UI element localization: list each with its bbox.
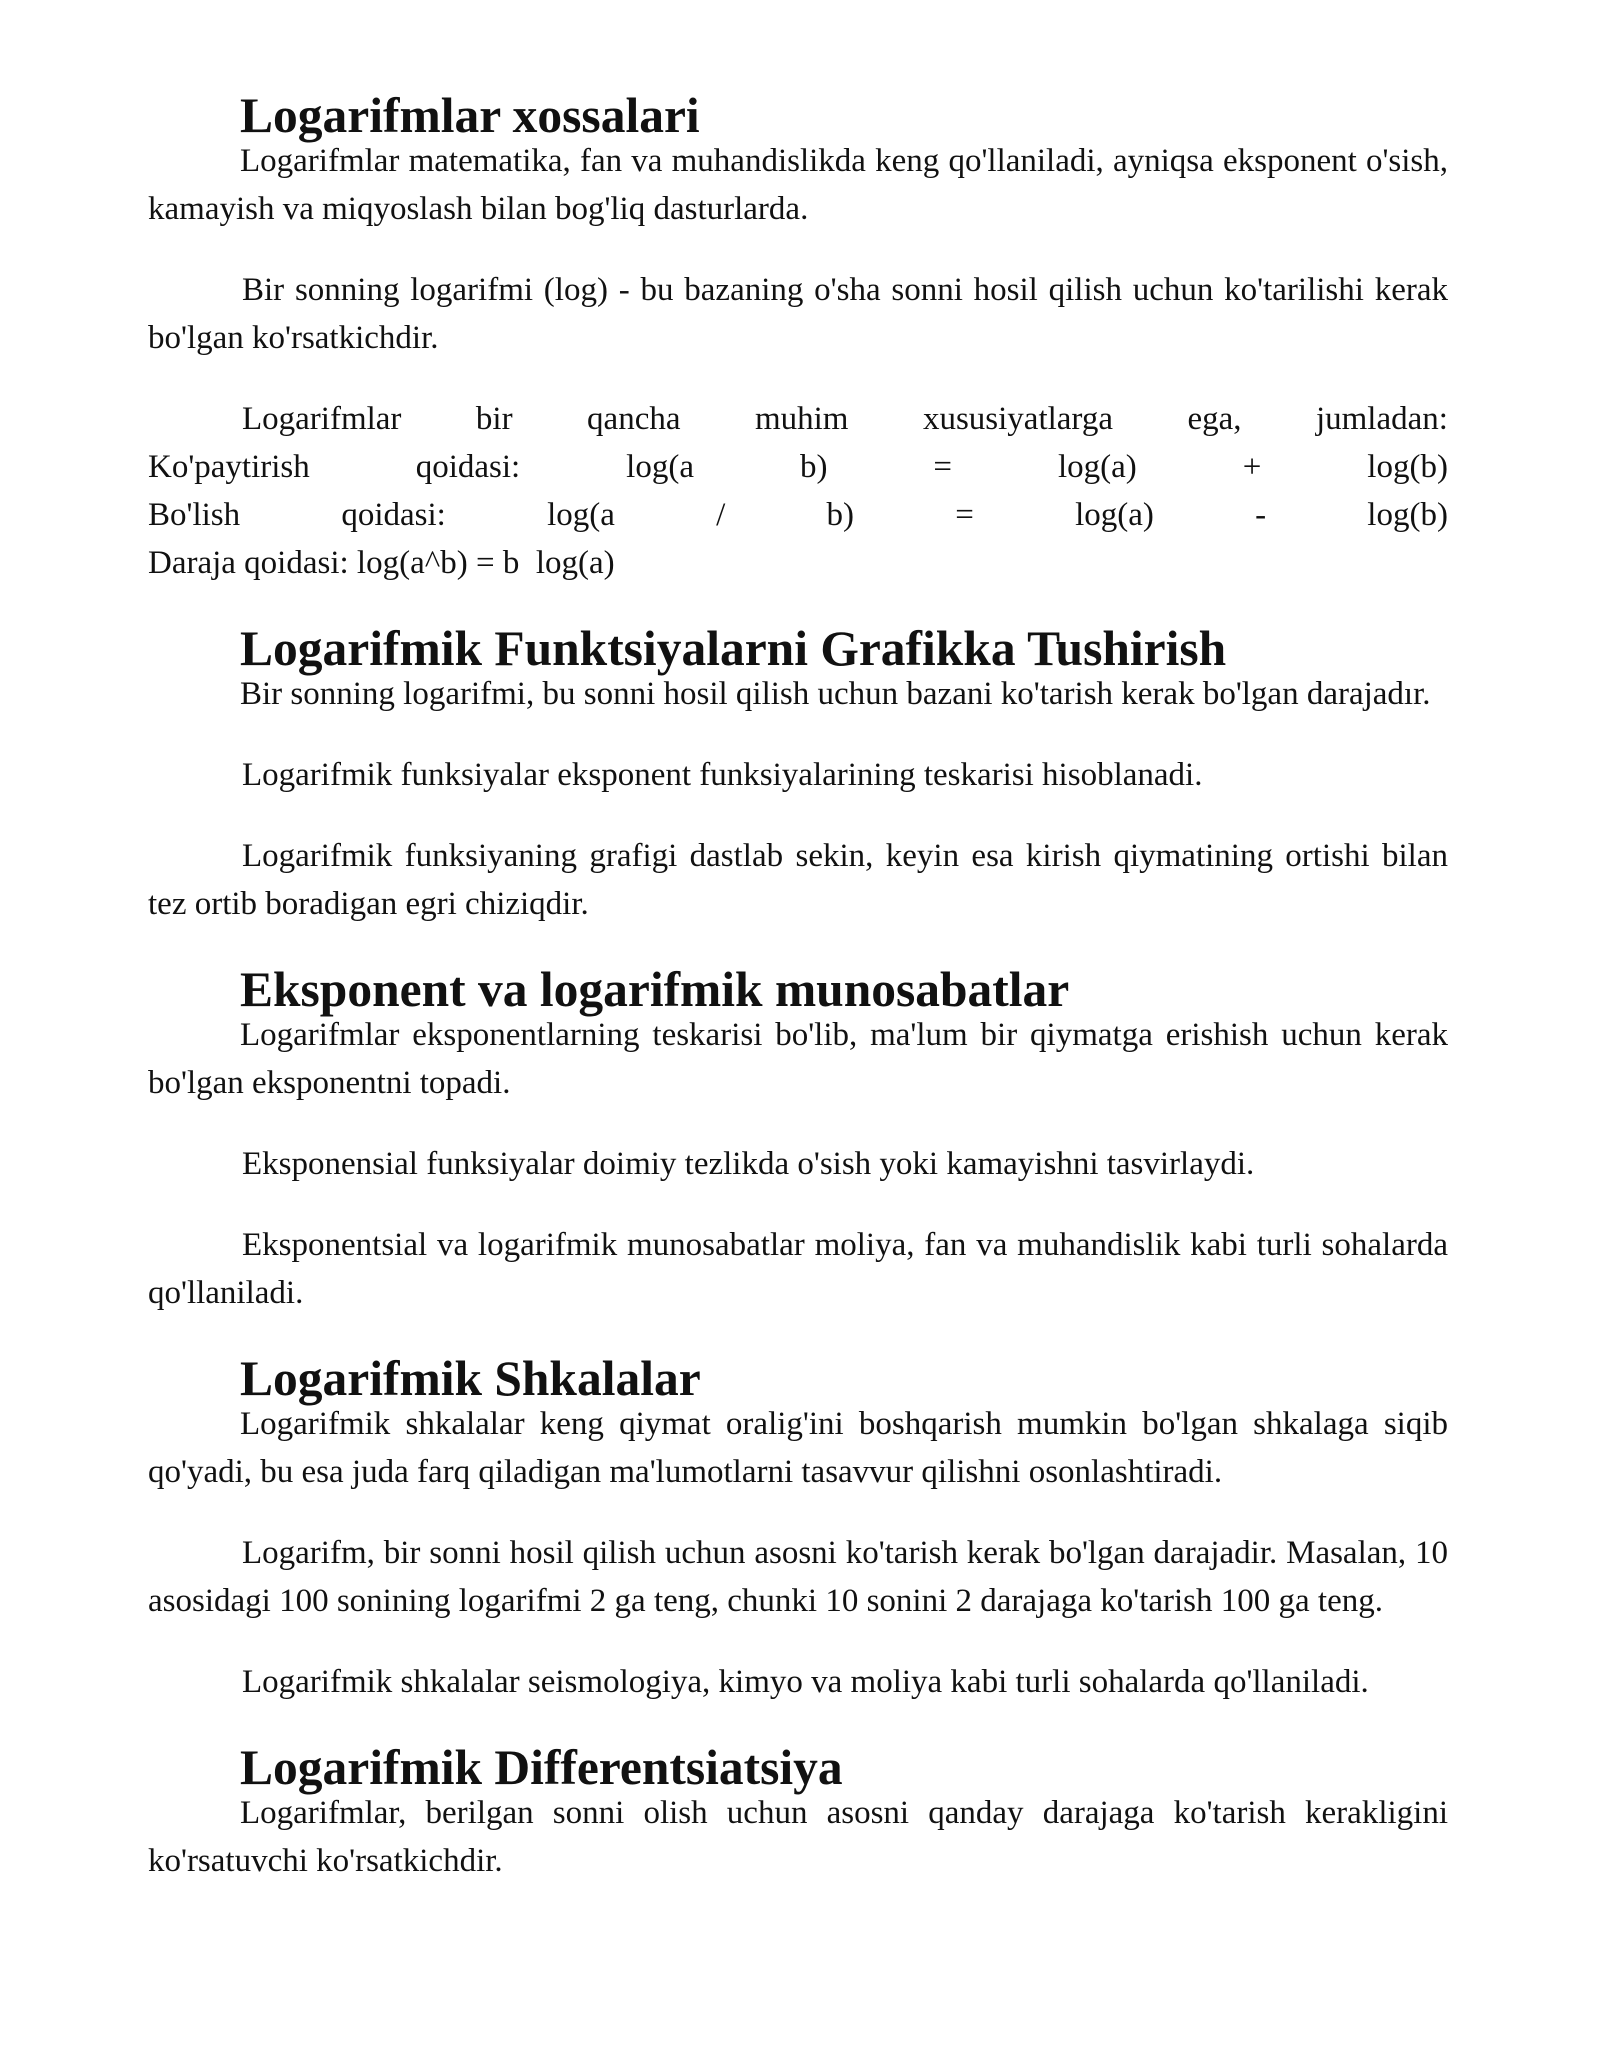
rules-intro-line: Logarifmlar bir qancha muhim xususiyatlarga ega, jumladan: <box>242 401 1448 437</box>
paragraph: Logarifmlar matematika, fan va muhandislikda keng qo'llaniladi, ayniqsa eksponent o'sish, kamayish va miqyoslash bilan bog'liq dasturlarda. <box>148 143 1448 227</box>
section-heading: Logarifmlar xossalari <box>240 88 700 143</box>
section-heading: Logarifmik Shkalalar <box>240 1351 701 1406</box>
section-heading: Logarifmik Funktsiyalarni Grafikka Tushirish <box>240 621 1227 676</box>
paragraph: Eksponentsial va logarifmik munosabatlar moliya, fan va muhandislik kabi turli sohalarda qo'llaniladi. <box>148 1227 1448 1311</box>
section-grafikka-tushirish <box>148 621 1448 961</box>
section-heading: Eksponent va logarifmik munosabatlar <box>240 962 1070 1017</box>
paragraph: Logarifmlar, berilgan sonni olish uchun asosni qanday darajaga ko'tarish kerakligini ko'rsatuvchi ko'rsatkichdir. <box>148 1795 1448 1879</box>
section-logarifmik-differentsiatsiya <box>148 1740 1448 1918</box>
paragraph: Bir sonning logarifmi (log) - bu bazaning o'sha sonni hosil qilish uchun ko'tarilishi kerak bo'lgan ko'rsatkichdir. <box>148 272 1448 356</box>
section-heading: Logarifmik Differentsiatsiya <box>240 1740 843 1795</box>
section-logarifmlar-xossalari <box>148 88 1448 620</box>
quotient-rule: Bo'lish qoidasi: log(a / b) = log(a) - log(b) <box>148 497 1448 533</box>
paragraph: Logarifmlar eksponentlarning teskarisi bo'lib, ma'lum bir qiymatga erishish uchun kerak bo'lgan eksponentni topadi. <box>148 1017 1448 1101</box>
section-logarifmik-shkalalar <box>148 1351 1448 1739</box>
paragraph: Logarifmik funksiyaning grafigi dastlab sekin, keyin esa kirish qiymatining ortishi bilan tez ortib boradigan egri chiziqdir. <box>148 838 1448 922</box>
paragraph: Logarifmik shkalalar keng qiymat oralig'ini boshqarish mumkin bo'lgan shkalaga siqib qo'yadi, bu esa juda farq qiladigan ma'lumotlarni tasavvur qilishni osonlashtiradi. <box>148 1406 1448 1490</box>
paragraph: Logarifmik funksiyalar eksponent funksiyalarining teskarisi hisoblanadi. <box>242 757 1203 793</box>
paragraph: Bir sonning logarifmi, bu sonni hosil qilish uchun bazani ko'tarish kerak bo'lgan darajadır. <box>240 676 1431 712</box>
paragraph: Eksponensial funksiyalar doimiy tezlikda o'sish yoki kamayishni tasvirlaydi. <box>242 1146 1255 1182</box>
logarithm-rules <box>148 395 1448 620</box>
product-rule: Ko'paytirish qoidasi: log(a b) = log(a) + log(b) <box>148 449 1448 485</box>
section-eksponent-munosabatlar <box>148 962 1448 1350</box>
paragraph: Logarifmik shkalalar seismologiya, kimyo va moliya kabi turli sohalarda qo'llaniladi. <box>242 1664 1369 1700</box>
paragraph: Logarifm, bir sonni hosil qilish uchun asosni ko'tarish kerak bo'lgan darajadir. Masalan, 10 asosidagi 100 sonining logarifmi 2 ga teng, chunki 10 sonini 2 darajaga ko'tarish 100 ga teng. <box>148 1535 1448 1619</box>
power-rule: Daraja qoidasi: log(a^b) = b log(a) <box>148 545 615 581</box>
document-page <box>148 88 1448 1926</box>
